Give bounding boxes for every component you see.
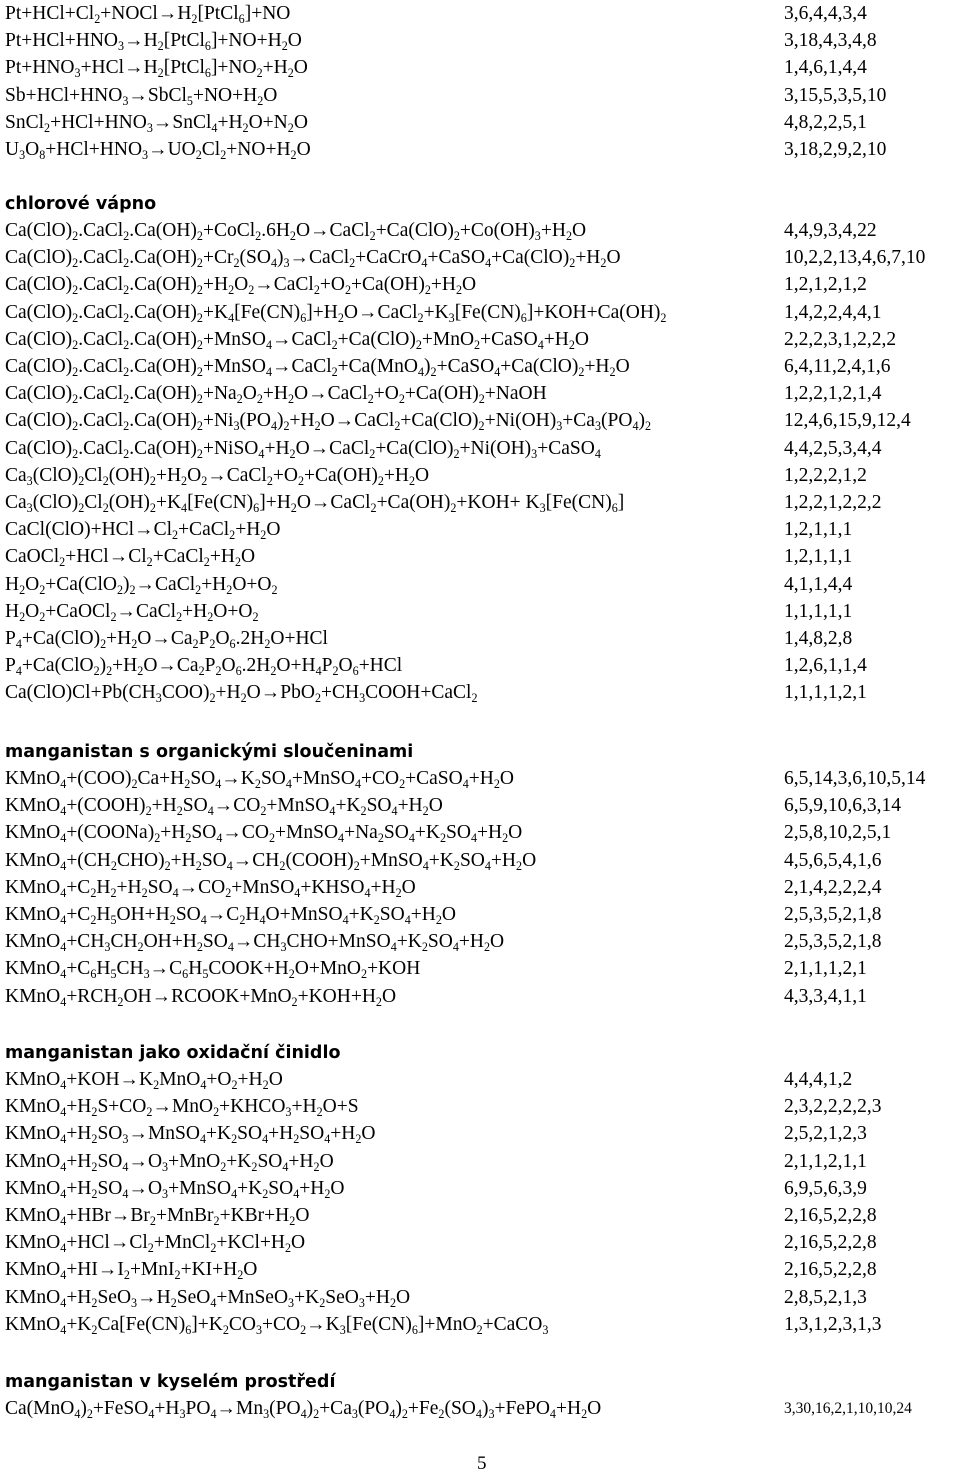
equation-text: $KMnO_4+(CH_2CHO)_2+H_2SO_4\to CH_2(COOH)_2+MnSO_4+K_2SO_4+H_2O$ — [5, 850, 537, 873]
equation-row — [5, 326, 960, 353]
coefficients: 1,2,2,1,2,2,2 — [784, 492, 882, 513]
equation-text: $KMnO_4+C_6H_5CH_3\to C_6H_5COOK+H_2O+MnO_2+KOH$ — [5, 958, 421, 981]
equation-text: $Ca(ClO)_2.CaCl_2.Ca(OH)_2+Na_2O_2+H_2O\to CaCl_2+O_2+Ca(OH)_2+NaOH$ — [5, 383, 547, 406]
equation-text: $Ca(ClO)Cl+Pb(CH_3COO)_2+H_2O\to PbO_2+CH_3COOH+CaCl_2$ — [5, 682, 478, 705]
coefficients: 4,3,3,4,1,1 — [784, 986, 867, 1007]
equation-row — [5, 109, 960, 136]
equation-text: $U_3O_8+HCl+HNO_3\to UO_2Cl_2+NO+H_2O$ — [5, 139, 311, 162]
equation-text: $CaCl(ClO)+HCl\to Cl_2+CaCl_2+H_2O$ — [5, 519, 281, 542]
equation-text: $KMnO_4+RCH_2OH\to RCOOK+MnO_2+KOH+H_2O$ — [5, 986, 397, 1009]
equation-row — [5, 1229, 960, 1256]
equation-row — [5, 983, 960, 1010]
equation-row — [5, 1311, 960, 1338]
coefficients: 4,4,9,3,4,22 — [784, 220, 877, 241]
equation-row — [5, 435, 960, 462]
equation-text: $Pt+HCl+Cl_2+NOCl\to H_2[PtCl_6]+NO$ — [5, 3, 291, 26]
equation-text: $H_2O_2+CaOCl_2\to CaCl_2+H_2O+O_2$ — [5, 601, 259, 624]
equation-text: $Pt+HCl+HNO_3\to H_2[PtCl_6]+NO+H_2O$ — [5, 30, 302, 53]
equation-row — [5, 54, 960, 81]
equation-text: $KMnO_4+HBr\to Br_2+MnBr_2+KBr+H_2O$ — [5, 1205, 310, 1228]
equation-text: $Ca(ClO)_2.CaCl_2.Ca(OH)_2+NiSO_4+H_2O\to CaCl_2+Ca(ClO)_2+Ni(OH)_3+CaSO_4$ — [5, 438, 601, 461]
equation-text: $KMnO_4+C_2H_5OH+H_2SO_4\to C_2H_4O+MnSO_4+K_2SO_4+H_2O$ — [5, 904, 457, 927]
coefficients: 2,8,5,2,1,3 — [784, 1287, 867, 1308]
equation-text: $Ca(ClO)_2.CaCl_2.Ca(OH)_2+MnSO_4\to CaCl_2+Ca(MnO_4)_2+CaSO_4+Ca(ClO)_2+H_2O$ — [5, 356, 630, 379]
equation-text: $Ca(ClO)_2.CaCl_2.Ca(OH)_2+MnSO_4\to CaCl_2+Ca(ClO)_2+MnO_2+CaSO_4+H_2O$ — [5, 329, 589, 352]
coefficients: 4,8,2,2,5,1 — [784, 112, 867, 133]
equation-row — [5, 462, 960, 489]
coefficients: 6,5,14,3,6,10,5,14 — [784, 768, 926, 789]
equation-text: $Ca(ClO)_2.CaCl_2.Ca(OH)_2+Cr_2(SO_4)_3\to CaCl_2+CaCrO_4+CaSO_4+Ca(ClO)_2+H_2O$ — [5, 247, 621, 270]
equation-row — [5, 244, 960, 271]
equation-text: $Ca(ClO)_2.CaCl_2.Ca(OH)_2+H_2O_2\to CaCl_2+O_2+Ca(OH)_2+H_2O$ — [5, 274, 477, 297]
equation-row — [5, 1175, 960, 1202]
equation-text: $KMnO_4+H_2SO_4\to O_3+MnSO_4+K_2SO_4+H_2O$ — [5, 1178, 345, 1201]
coefficients: 1,1,1,1,2,1 — [784, 682, 867, 703]
equation-row — [5, 652, 960, 679]
equation-text: $Pt+HNO_3+HCl\to H_2[PtCl_6]+NO_2+H_2O$ — [5, 57, 308, 80]
coefficients: 12,4,6,15,9,12,4 — [784, 410, 911, 431]
equation-text: $KMnO_4+(COONa)_2+H_2SO_4\to CO_2+MnSO_4+Na_2SO_4+K_2SO_4+H_2O$ — [5, 822, 523, 845]
equation-text: $KMnO_4+(COO)_2Ca+H_2SO_4\to K_2SO_4+MnSO_4+CO_2+CaSO_4+H_2O$ — [5, 768, 514, 791]
coefficients: 2,5,3,5,2,1,8 — [784, 931, 882, 952]
equation-text: $P_4+Ca(ClO_2)_2+H_2O\to Ca_2P_2O_6.2H_2O+H_4P_2O_6+HCl$ — [5, 655, 403, 678]
coefficients: 2,2,2,3,1,2,2,2 — [784, 329, 897, 350]
equation-row — [5, 136, 960, 163]
equation-text: $KMnO_4+H_2SeO_3\to H_2SeO_4+MnSeO_3+K_2SeO_3+H_2O$ — [5, 1287, 411, 1310]
equation-row — [5, 1395, 960, 1422]
equation-row — [5, 407, 960, 434]
equation-text: $Ca(ClO)_2.CaCl_2.Ca(OH)_2+CoCl_2.6H_2O\to CaCl_2+Ca(ClO)_2+Co(OH)_3+H_2O$ — [5, 220, 587, 243]
equation-text: $Ca(MnO_4)_2+FeSO_4+H_3PO_4\to Mn_3(PO_4)_2+Ca_3(PO_4)_2+Fe_2(SO_4)_3+FePO_4+H_2O$ — [5, 1398, 602, 1421]
equation-row — [5, 1284, 960, 1311]
equation-row — [5, 928, 960, 955]
coefficients: 4,1,1,4,4 — [784, 574, 853, 595]
equation-row — [5, 1093, 960, 1120]
coefficients: 4,4,4,1,2 — [784, 1069, 853, 1090]
section-heading: chlorové vápno — [5, 194, 157, 214]
equation-row — [5, 955, 960, 982]
equation-row — [5, 543, 960, 570]
coefficients: 2,1,4,2,2,2,4 — [784, 877, 882, 898]
equation-row — [5, 765, 960, 792]
equation-text: $Ca(ClO)_2.CaCl_2.Ca(OH)_2+Ni_3(PO_4)_2+H_2O\to CaCl_2+Ca(ClO)_2+Ni(OH)_3+Ca_3(PO_4)_2$ — [5, 410, 652, 433]
equation-row — [5, 571, 960, 598]
equation-row — [5, 1066, 960, 1093]
equation-text: $KMnO_4+H_2SO_4\to O_3+MnO_2+K_2SO_4+H_2O$ — [5, 1151, 334, 1174]
coefficients: 2,5,3,5,2,1,8 — [784, 904, 882, 925]
equation-row — [5, 27, 960, 54]
equation-text: $KMnO_4+CH_3CH_2OH+H_2SO_4\to CH_3CHO+MnSO_4+K_2SO_4+H_2O$ — [5, 931, 505, 954]
equation-row — [5, 217, 960, 244]
coefficients: 3,6,4,4,3,4 — [784, 3, 867, 24]
section-heading: manganistan v kyselém prostředí — [5, 1372, 336, 1392]
equation-text: $Ca_3(ClO)_2Cl_2(OH)_2+H_2O_2\to CaCl_2+O_2+Ca(OH)_2+H_2O$ — [5, 465, 430, 488]
equation-row — [5, 874, 960, 901]
equation-row — [5, 516, 960, 543]
equation-row — [5, 792, 960, 819]
equation-row — [5, 82, 960, 109]
coefficients: 2,1,1,2,1,1 — [784, 1151, 867, 1172]
equation-row — [5, 1256, 960, 1283]
equation-text: $Sb+HCl+HNO_3\to SbCl_5+NO+H_2O$ — [5, 85, 278, 108]
equation-row — [5, 598, 960, 625]
equation-text: $KMnO_4+H_2S+CO_2\to MnO_2+KHCO_3+H_2O+S$ — [5, 1096, 359, 1119]
equation-row — [5, 679, 960, 706]
coefficients: 2,3,2,2,2,2,3 — [784, 1096, 882, 1117]
coefficients: 6,5,9,10,6,3,14 — [784, 795, 901, 816]
coefficients: 10,2,2,13,4,6,7,10 — [784, 247, 926, 268]
coefficients: 1,4,2,2,4,4,1 — [784, 302, 882, 323]
coefficients: 1,3,1,2,3,1,3 — [784, 1314, 882, 1335]
equation-text: $KMnO_4+HCl\to Cl_2+MnCl_2+KCl+H_2O$ — [5, 1232, 306, 1255]
equation-text: $P_4+Ca(ClO)_2+H_2O\to Ca_2P_2O_6.2H_2O+HCl$ — [5, 628, 328, 651]
equation-text: $Ca(ClO)_2.CaCl_2.Ca(OH)_2+K_4[Fe(CN)_6]+H_2O\to CaCl_2+K_3[Fe(CN)_6]+KOH+Ca(OH)_2$ — [5, 302, 667, 325]
equation-row — [5, 625, 960, 652]
coefficients: 6,9,5,6,3,9 — [784, 1178, 867, 1199]
section-heading: manganistan s organickými sloučeninami — [5, 742, 414, 762]
coefficients: 4,4,2,5,3,4,4 — [784, 438, 882, 459]
equation-row — [5, 0, 960, 27]
coefficients: 1,2,6,1,1,4 — [784, 655, 867, 676]
coefficients: 3,18,4,3,4,8 — [784, 30, 877, 51]
coefficients: 1,2,2,1,2,1,4 — [784, 383, 882, 404]
coefficients: 3,30,16,2,1,10,10,24 — [784, 1400, 912, 1417]
equation-text: $KMnO_4+HI\to I_2+MnI_2+KI+H_2O$ — [5, 1259, 258, 1282]
equation-text: $KMnO_4+(COOH)_2+H_2SO_4\to CO_2+MnSO_4+K_2SO_4+H_2O$ — [5, 795, 443, 818]
coefficients: 2,16,5,2,2,8 — [784, 1259, 877, 1280]
coefficients: 1,2,2,2,1,2 — [784, 465, 867, 486]
coefficients: 1,4,6,1,4,4 — [784, 57, 867, 78]
equation-row — [5, 380, 960, 407]
coefficients: 2,5,2,1,2,3 — [784, 1123, 867, 1144]
equation-row — [5, 847, 960, 874]
equation-row — [5, 489, 960, 516]
coefficients: 6,4,11,2,4,1,6 — [784, 356, 891, 377]
coefficients: 2,5,8,10,2,5,1 — [784, 822, 892, 843]
equation-row — [5, 819, 960, 846]
equation-text: $KMnO_4+C_2H_2+H_2SO_4\to CO_2+MnSO_4+KHSO_4+H_2O$ — [5, 877, 416, 900]
coefficients: 4,5,6,5,4,1,6 — [784, 850, 882, 871]
equation-row — [5, 1202, 960, 1229]
coefficients: 1,2,1,2,1,2 — [784, 274, 867, 295]
coefficients: 2,1,1,1,2,1 — [784, 958, 867, 979]
section-heading: manganistan jako oxidační činidlo — [5, 1043, 341, 1063]
page-number: 5 — [477, 1453, 487, 1474]
equation-row — [5, 1148, 960, 1175]
equation-row — [5, 271, 960, 298]
equation-text: $KMnO_4+K_2Ca[Fe(CN)_6]+K_2CO_3+CO_2\to K_3[Fe(CN)_6]+MnO_2+CaCO_3$ — [5, 1314, 549, 1337]
coefficients: 1,4,8,2,8 — [784, 628, 853, 649]
equation-text: $Ca_3(ClO)_2Cl_2(OH)_2+K_4[Fe(CN)_6]+H_2O\to CaCl_2+Ca(OH)_2+KOH+ K_3[Fe(CN)_6]$ — [5, 492, 625, 515]
coefficients: 1,2,1,1,1 — [784, 519, 853, 540]
equation-row — [5, 299, 960, 326]
equation-text: $KMnO_4+KOH\to K_2MnO_4+O_2+H_2O$ — [5, 1069, 283, 1092]
coefficients: 3,15,5,3,5,10 — [784, 85, 887, 106]
coefficients: 3,18,2,9,2,10 — [784, 139, 887, 160]
equation-text: $KMnO_4+H_2SO_3\to MnSO_4+K_2SO_4+H_2SO_4+H_2O$ — [5, 1123, 376, 1146]
coefficients: 1,1,1,1,1 — [784, 601, 853, 622]
equation-row — [5, 901, 960, 928]
coefficients: 1,2,1,1,1 — [784, 546, 853, 567]
coefficients: 2,16,5,2,2,8 — [784, 1205, 877, 1226]
equation-row — [5, 1120, 960, 1147]
coefficients: 2,16,5,2,2,8 — [784, 1232, 877, 1253]
equation-text: $SnCl_2+HCl+HNO_3\to SnCl_4+H_2O+N_2O$ — [5, 112, 308, 135]
equation-text: $CaOCl_2+HCl\to Cl_2+CaCl_2+H_2O$ — [5, 546, 256, 569]
equation-text: $H_2O_2+Ca(ClO_2)_2\to CaCl_2+H_2O+O_2$ — [5, 574, 278, 597]
equation-row — [5, 353, 960, 380]
